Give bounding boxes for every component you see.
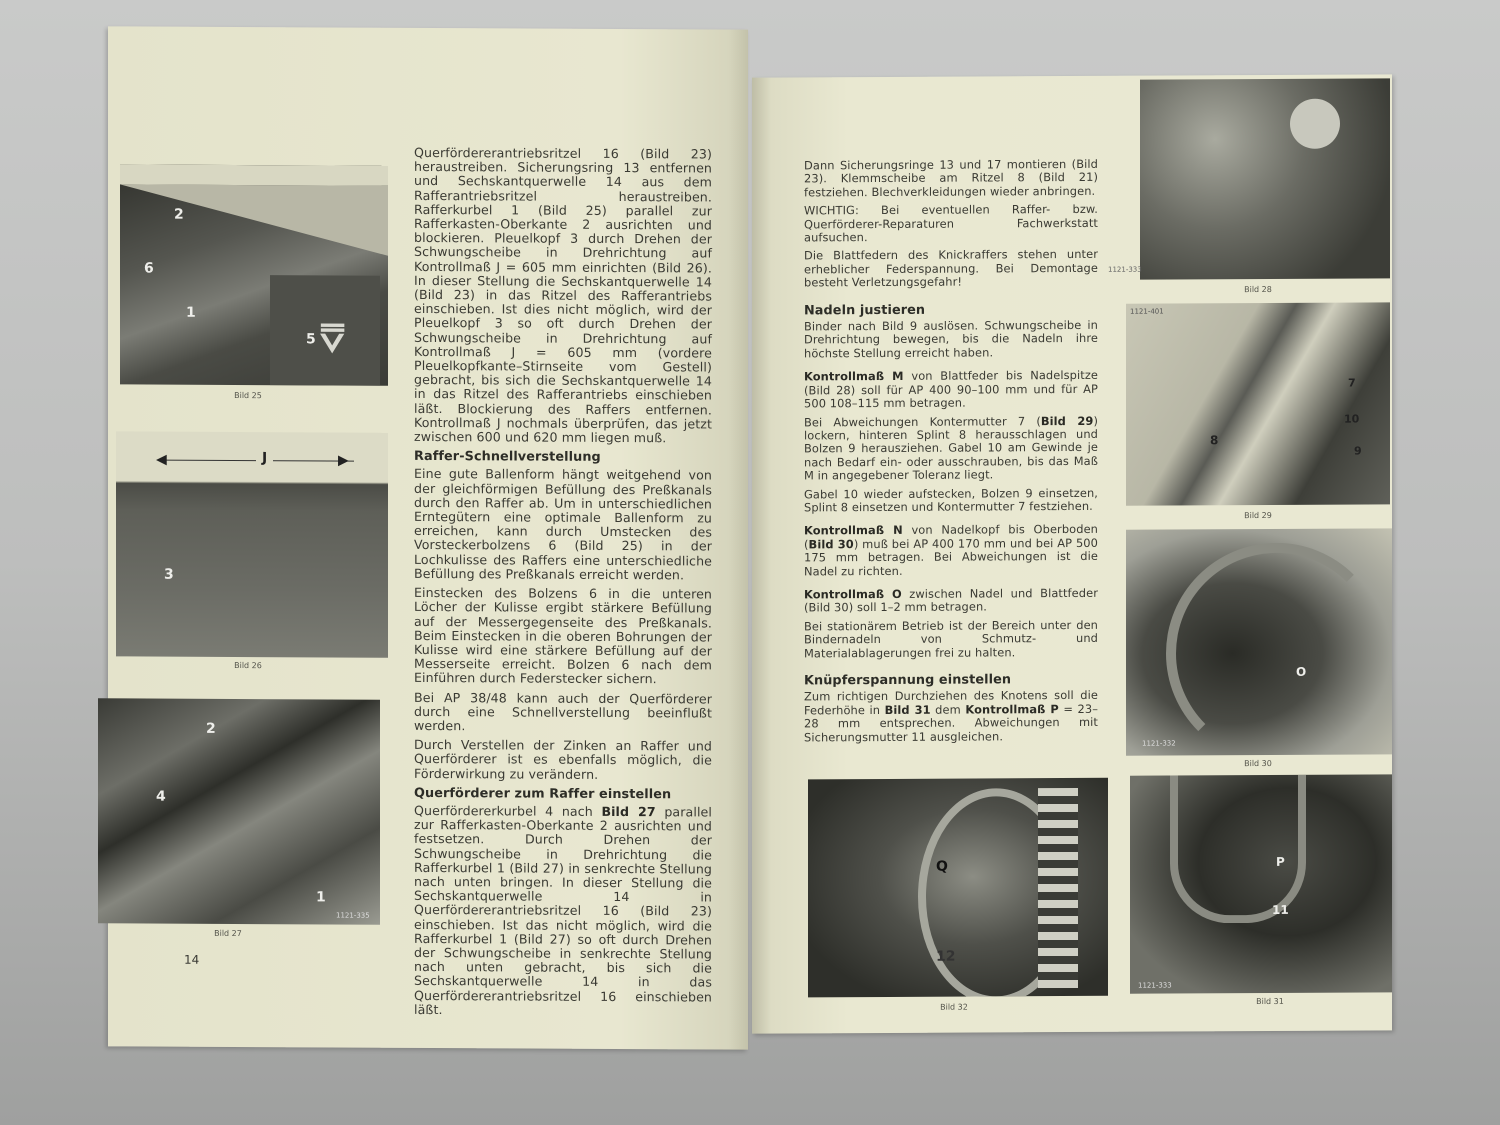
caption-bild-25: Bild 25 <box>234 390 262 401</box>
label-5: 5 <box>306 331 316 348</box>
brand-logo-icon: ⩢ <box>320 315 345 362</box>
paragraph: Bei AP 38/48 kann auch der Querförderer durch eine Schnellverstellung beeinflußt werden. <box>414 689 712 734</box>
figure-bild-30 <box>1126 528 1392 755</box>
label-q: Q <box>936 858 948 875</box>
label-11: 11 <box>1272 902 1289 917</box>
figure-code: 1121-333 <box>1138 981 1172 990</box>
section-heading: Nadeln justieren <box>804 302 926 319</box>
arrow-right-icon: ▶ <box>338 452 349 469</box>
caption-bild-30: Bild 30 <box>1244 758 1272 769</box>
paragraph: Zum richtigen Durchziehen des Knotens soll die Federhöhe in Bild 31 dem Kontrollmaß P = 23–28 mm entsprechen. Abweichungen mit Sicherungsmutter 11 ausgleichen. <box>804 688 1099 745</box>
label-2: 2 <box>206 720 216 737</box>
caption-bild-32: Bild 32 <box>940 1002 968 1012</box>
figure-bild-25 <box>120 164 388 385</box>
label-o: O <box>1296 664 1307 679</box>
figure-bild-31 <box>1130 774 1392 993</box>
label-1: 1 <box>186 304 196 321</box>
paragraph: Kontrollmaß N von Nadelkopf bis Oberboden (Bild 30) muß bei AP 400 170 mm und bei AP 500 175 mm betragen. Bei Abweichungen ist die Nadel zu richten. <box>804 522 1098 578</box>
caption-bild-26: Bild 26 <box>234 660 262 671</box>
paragraph: Querfördererkurbel 4 nach Bild 27 parallel zur Rafferkasten-Oberkante 2 ausrichten und festsetzen. Durch Drehen der Schwungscheibe in Drehrichtung die Rafferkurbel 1 (Bild 27) in senkrechte Stellung nach unten bringen. In dieser Stellung die Sechskantquerwelle 14 in Querfördererantriebsritzel 16 (Bild 23) einschieben. Ist das nicht möglich, wird die Rafferkurbel 1 (Bild 27) so oft durch Drehen der Schwungscheibe in senkrechte Stellung nach unten gebracht, bis sich die Sechskantquerwelle 14 in das Querfördererantriebsritzel 16 einschieben läßt. <box>414 802 712 1017</box>
right-page <box>752 74 1392 1033</box>
figure-bild-27 <box>98 698 380 924</box>
figure-code: 1121-335 <box>336 911 370 920</box>
caption-bild-31: Bild 31 <box>1256 996 1284 1007</box>
left-text-column <box>414 146 712 1024</box>
label-10: 10 <box>1344 412 1360 426</box>
paragraph: Einstecken des Bolzens 6 in die unteren Löcher der Kulisse ergibt stärkere Befüllung auf der Messergegenseite des Preßkanals. Beim Einstecken in die oberen Bohrungen der Kulisse wird eine stärkere Befüllung auf der Messerseite erreicht. Bolzen 6 nach dem Einführen durch Federstecker sichern. <box>414 585 712 687</box>
label-2: 2 <box>174 206 184 223</box>
paragraph: Gabel 10 wieder aufstecken, Bolzen 9 einsetzen, Splint 8 einsetzen und Kontermutter 7 festziehen. <box>804 485 1098 515</box>
paragraph: Kontrollmaß O zwischen Nadel und Blattfeder (Bild 30) soll 1–2 mm betragen. <box>804 585 1098 615</box>
paragraph: Eine gute Ballenform hängt weitgehend von der gleichförmigen Befüllung des Preßkanals durch den Raffer ab. Um in unterschiedlichen Erntegütern eine optimale Ballenform zu erreichen, kann durch Umstecken des Vorsteckerbolzens 6 (Bild 25) in der Lochkulisse des Raffers eine unterschiedliche Befüllung des Preßkanals erreicht werden. <box>414 466 712 583</box>
figure-bild-29 <box>1126 302 1390 505</box>
arrow-left-icon: ◀ <box>156 451 167 468</box>
paragraph: Durch Verstellen der Zinken an Raffer und Querförderer ist es ebenfalls möglich, die Förderwirkung zu verändern. <box>414 737 712 782</box>
figure-bild-26 <box>116 431 388 657</box>
label-7: 7 <box>1348 376 1356 390</box>
paragraph: Bei stationärem Betrieb ist der Bereich unter den Bindernadeln von Schmutz- und Materialablagerungen frei zu halten. <box>804 617 1098 660</box>
paragraph: Querfördererantriebsritzel 16 (Bild 23) heraustreiben. Sicherungsring 13 entfernen und Sechskantquerwelle 14 aus dem Rafferantriebsritzel heraustreiben. Rafferkurbel 1 (Bild 25) parallel zur Rafferkasten-Oberkante 2 ausrichten und blockieren. Pleuelkopf 3 durch Drehen der Schwungscheibe in Drehrichtung auf Kontrollmaß J = 605 mm einrichten (Bild 26). In dieser Stellung die Sechskantquerwelle 14 (Bild 23) in das Ritzel des Rafferantriebs einschieben. Ist dies nicht möglich, wird der Pleuelkopf 3 so oft durch Drehen der Schwungscheibe in Drehrichtung auf Kontrollmaß J = 605 mm (vordere Pleuelkopfkante–Stirnseite vom Gestell) gebracht, bis sich die Sechskantquerwelle 14 in das Ritzel des Rafferantriebs einschieben läßt. Blockierung des Raffers entfernen. Kontrollmaß J nochmals überprüfen, das jetzt zwischen 600 und 620 mm liegen muß. <box>414 144 712 446</box>
paragraph: Die Blattfedern des Knickraffers stehen unter erheblicher Federspannung. Bei Demontage besteht Verletzungsgefahr! <box>804 247 1098 290</box>
label-12: 12 <box>936 948 956 965</box>
caption-bild-29: Bild 29 <box>1244 510 1272 521</box>
paragraph: Kontrollmaß M von Blattfeder bis Nadelspitze (Bild 28) soll für AP 400 90–100 mm und für AP 500 108–115 mm betragen. <box>804 368 1099 411</box>
figure-bild-32 <box>808 778 1108 998</box>
label-j: J <box>256 450 273 466</box>
section-heading: Knüpferspannung einstellen <box>804 672 1012 689</box>
page-number: 14 <box>184 952 200 967</box>
paragraph: Dann Sicherungsringe 13 und 17 montieren (Bild 23). Klemmscheibe am Ritzel 8 (Bild 21) festziehen. Blechverkleidungen wieder anbringen. <box>804 156 1098 200</box>
figure-bild-28 <box>1140 78 1390 279</box>
label-4: 4 <box>156 788 166 805</box>
paragraph: Binder nach Bild 9 auslösen. Schwungscheibe in Drehrichtung bewegen, bis die Nadeln ihre höchste Stellung erreicht haben. <box>804 317 1098 361</box>
warning-paragraph: WICHTIG: Bei eventuellen Raffer- bzw. Querförderer-Reparaturen Fachwerkstatt aufsuchen. <box>804 202 1098 245</box>
caption-bild-28: Bild 28 <box>1244 284 1272 295</box>
figure-code: 1121-332 <box>1142 739 1176 748</box>
figure-code: 1121-401 <box>1130 307 1164 316</box>
caption-bild-27: Bild 27 <box>214 928 242 939</box>
left-page <box>108 26 748 1049</box>
figure-code: 1121-333 <box>1108 265 1142 274</box>
section-heading: Querförderer zum Raffer einstellen <box>414 785 672 803</box>
label-3: 3 <box>164 566 174 583</box>
label-6: 6 <box>144 260 154 277</box>
label-8: 8 <box>1210 433 1219 448</box>
right-text-column <box>804 158 1098 750</box>
label-9: 9 <box>1354 444 1362 458</box>
label-p: P <box>1276 854 1285 869</box>
label-1: 1 <box>316 889 326 906</box>
paragraph: Bei Abweichungen Kontermutter 7 (Bild 29) lockern, hinteren Splint 8 herausschlagen und Bolzen 9 herausziehen. Gabel 10 am Gewinde je nach Bedarf ein- oder ausschrauben, bis das Maß M in angegebener Toleranz liegt. <box>804 413 1098 483</box>
section-heading: Raffer-Schnellverstellung <box>414 449 601 466</box>
